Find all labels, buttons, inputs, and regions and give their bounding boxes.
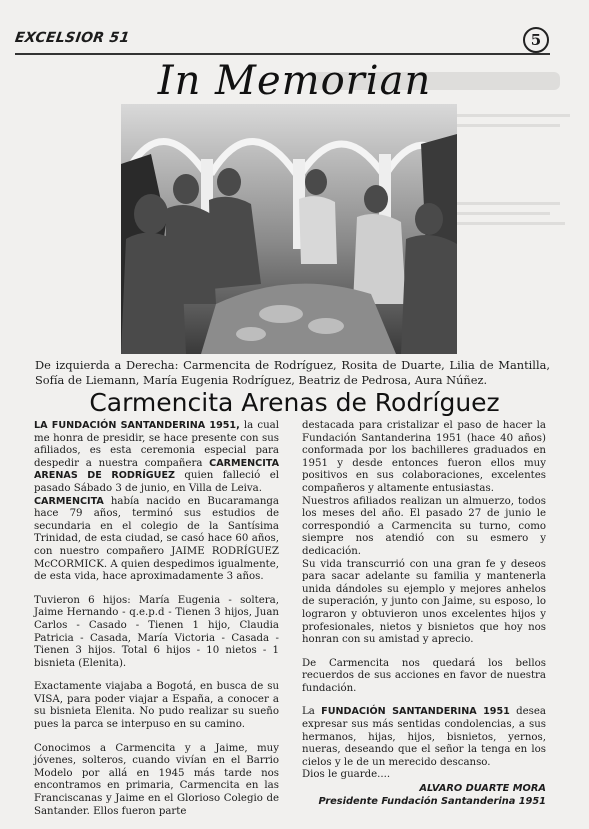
bold-text: CARMENCITA ARENAS DE RODRÍGUEZ <box>34 457 279 482</box>
header-rule <box>15 53 550 55</box>
photo-caption: De izquierda a Derecha: Carmencita de Rodríguez, Rosita de Duarte, Lilia de Mantilla, Sofía de Liemann, María Eugenia Rodríguez, Beatriz de Pedrosa, Aura Núñez. <box>35 358 550 387</box>
right-column <box>302 420 546 808</box>
article-headline: Carmencita Arenas de Rodríguez <box>89 388 500 417</box>
body-text: quien falleció el pasado Sábado 3 de junio, en Villa de Leiva. <box>34 470 279 494</box>
body-text: La <box>302 706 322 718</box>
body-text: la cual me honra de presidir, se hace presente con sus afiliados, es esta ceremonia especial para despedir a nuestra compañera <box>34 420 279 469</box>
paragraph-2: Nuestros afiliados realizan un almuerzo, todos los meses del año. El pasado 27 de junio le correspondió a Carmencita su turno, como siempre nos atendió con su esmero y dedicación. <box>302 495 546 557</box>
group-photo <box>121 104 457 354</box>
paragraph-6: Dios le guarde.... <box>302 769 391 781</box>
paragraph-1: destacada para cristalizar el paso de hacer la Fundación Santanderina 1951 (hace 40 años) conformada por los bachilleres graduados en 1951 y desde entonces fueron ellos muy positivos en sus colaboraciones, excelentes compañeros y altamente entusiastas. <box>302 420 546 494</box>
paragraph-5 <box>302 706 546 769</box>
body-text: desea expresar sus más sentidas condolencias, a sus hermanos, hijas, hijos, bisnietos, yernos, nueras, deseando que el señor la tenga en los cielos y le de un merecido descanso. <box>302 706 546 768</box>
publication-masthead: EXCELSIOR 51 <box>13 30 131 46</box>
paragraph-1 <box>34 420 279 496</box>
bold-text: FUNDACIÓN SANTANDERINA 1951 <box>321 706 510 718</box>
page-title: In Memorian <box>157 58 432 104</box>
bold-text: LA FUNDACIÓN SANTANDERINA 1951, <box>34 420 240 431</box>
body-text: había nacido en Bucaramanga hace 79 años, terminó sus estudios de secundaria en el colegio de la Santísima Trinidad, de esta ciudad, se casó hace 60 años, con nuestro compañero JAIME RODRÍGUEZ McCORMICK. A quien despedimos igualmente, de esta vida, hace aproximadamente 3 años. <box>34 495 279 583</box>
signature-title: Presidente Fundación Santanderina 1951 <box>318 796 546 808</box>
paragraph-3: Tuvieron 6 hijos: María Eugenia - soltera, Jaime Hernando - q.e.p.d - Tienen 3 hijos, Juan Carlos - Casado - Tienen 1 hijo, Claudia Patricia - Casada, María Victoria - Casada - Tienen 3 hijos. Total 6 hijos - 10 nietos - 1 bisnieta (Elenita). <box>34 594 279 669</box>
signature-name: ALVARO DUARTE MORA <box>419 783 546 795</box>
paragraph-3: Su vida transcurrió con una gran fe y deseos para sacar adelante su familia y mantenerla unida dándoles su ejemplo y mejores anhelos de superación, y junto con Jaime, su esposo, lo lograron y obtuvieron unos excelentes hijos y profesionales, nietos y bisnietos que hoy nos honran con su amistad y aprecio. <box>302 558 546 646</box>
paragraph-2 <box>34 496 279 584</box>
paragraph-5: Conocimos a Carmencita y a Jaime, muy jóvenes, solteros, cuando vivían en el Barrio Modelo por allá en 1945 más tarde nos encontramos en primaria, Carmencita en las Franciscanas y Jaime en el Glorioso Colegio de Santander. Ellos fueron parte <box>34 742 279 817</box>
left-column <box>34 420 279 829</box>
page-number: 5 <box>523 27 549 53</box>
bold-text: CARMENCITA <box>34 495 104 507</box>
paragraph-4: Exactamente viajaba a Bogotá, en busca de su VISA, para poder viajar a España, a conocer a su bisnieta Elenita. No pudo realizar su sueño pues la parca se interpuso en su camino. <box>34 681 279 731</box>
paragraph-4: De Carmencita nos quedará los bellos recuerdos de sus acciones en favor de nuestra fundación. <box>302 657 546 694</box>
